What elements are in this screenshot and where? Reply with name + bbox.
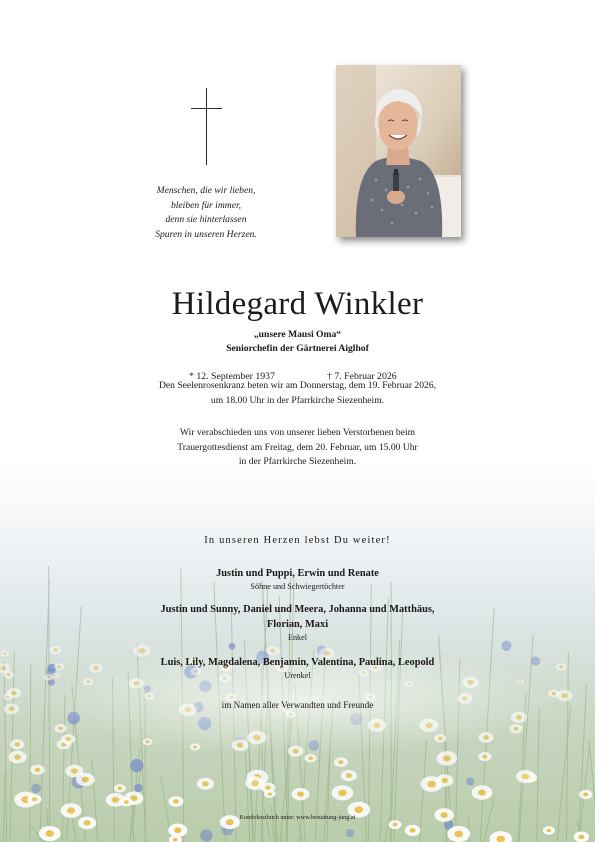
family-names: Justin und Sunny, Daniel und Meera, Johanna und Matthäus, [160,604,435,615]
poem-line: bleiben für immer, [170,199,242,211]
family-group-grandchildren [0,602,595,643]
death-date: † 7. Februar 2026 [327,371,397,382]
memorial-motto: In unseren Herzen lebst Du weiter! [204,535,391,546]
portrait-photo [336,65,461,237]
deceased-role: Seniorchefin der Gärtnerei Aiglhof [226,343,369,354]
family-group-great-grandchildren [0,655,595,681]
family-group-sons [0,566,595,592]
service-line: Trauergottesdienst am Freitag, dem 20. Februar, um 15.00 Uhr [177,441,418,453]
rosary-line: um 18.00 Uhr in der Pfarrkirche Siezenheim. [210,394,385,406]
birth-date: * 12. September 1937 [189,371,275,382]
latin-cross-icon [187,88,227,168]
condolence-book-link[interactable]: Kondolenzbuch unter: www.bestattung-jung.at [239,814,356,821]
poem-line: Spuren in unseren Herzen. [155,228,257,240]
family-names: Luis, Lily, Magdalena, Benjamin, Valentina, Paulina, Leopold [160,657,435,668]
family-names: Florian, Maxi [266,619,329,630]
deceased-name: Hildegard Winkler [171,286,424,322]
service-line: Wir verabschieden uns von unserer lieben Verstorbenen beim [179,427,416,438]
poem-line: Menschen, die wir lieben, [156,185,256,196]
funeral-service-announcement [0,426,595,470]
deceased-nickname: „unsere Mausi Oma“ [253,329,342,340]
family-names: Justin und Puppi, Erwin und Renate [216,568,379,579]
rosary-line: Den Seelenrosenkranz beten wir am Donnerstag, dem 19. Februar 2026, [158,380,437,391]
relatives-note: im Namen aller Verwandten und Freunde [221,700,374,710]
family-relation: Söhne und Schwiegertöchter [250,582,345,591]
service-line: in der Pfarrkirche Siezenheim. [238,456,357,467]
family-relation: Urenkel [284,671,311,680]
family-relation: Enkel [287,633,308,642]
memorial-poem [120,184,292,242]
rosary-announcement [0,379,595,408]
poem-line: denn sie hinterlassen [165,214,247,225]
